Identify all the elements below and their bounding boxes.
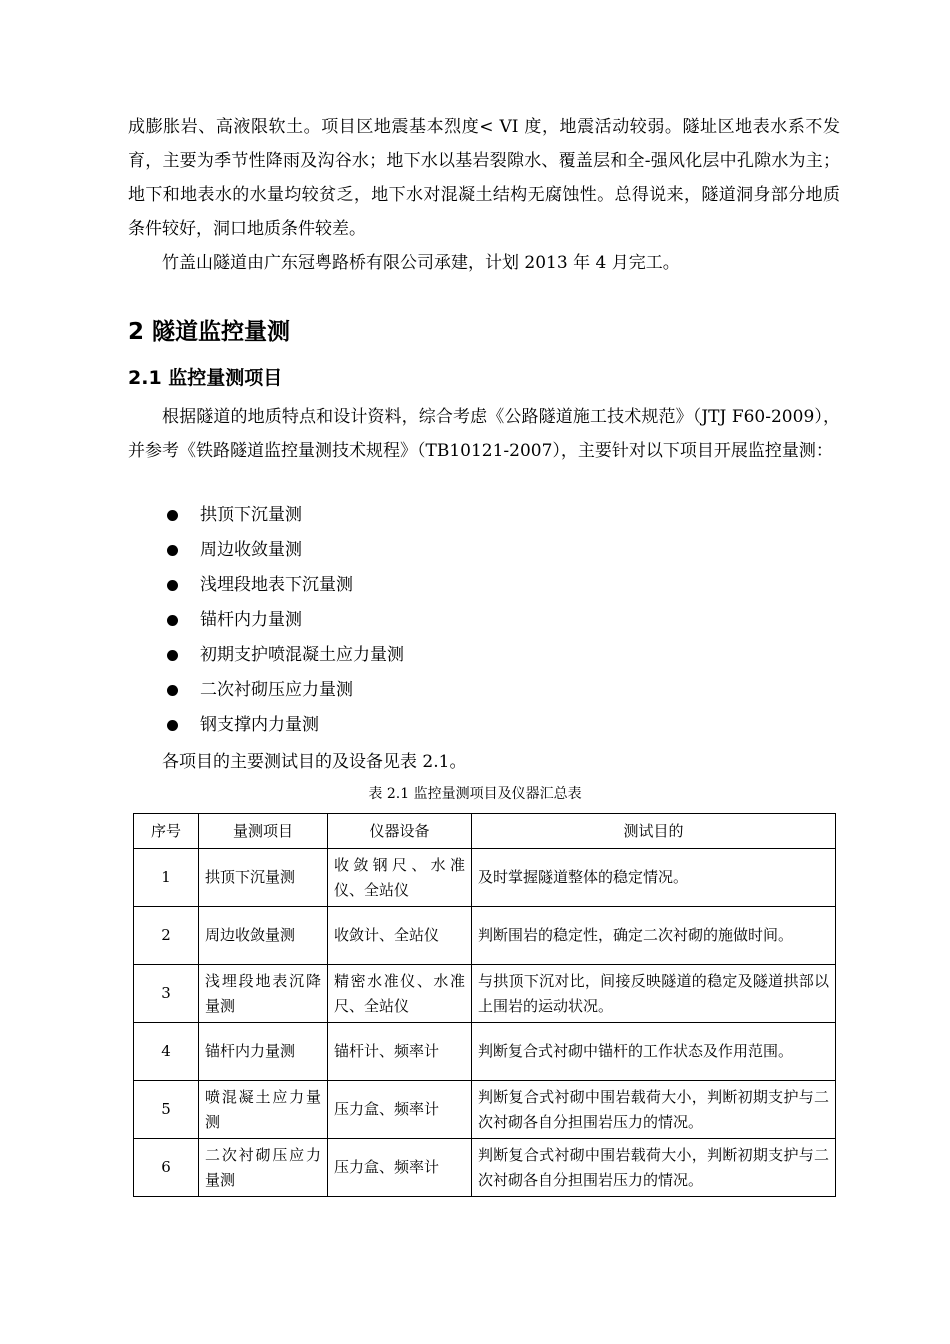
cell-instrument: 收敛钢尺、水准仪、全站仪 [328, 849, 472, 907]
table-row [134, 1023, 836, 1081]
paragraph-table-ref: 各项目的主要测试目的及设备见表 2.1。 [162, 752, 467, 772]
cell-item: 二次衬砌压应力量测 [199, 1139, 328, 1197]
list-item [128, 533, 828, 568]
cell-no: 6 [134, 1139, 199, 1197]
table-caption: 表 2.1 监控量测项目及仪器汇总表 [368, 786, 582, 802]
list-item [128, 603, 828, 638]
header-cell-no: 序号 [134, 814, 199, 849]
bullet-dot-icon [167, 650, 178, 661]
bullet-dot-icon [167, 580, 178, 591]
table-row [134, 907, 836, 965]
bullet-dot-icon [167, 685, 178, 696]
bullet-dot-icon [167, 510, 178, 521]
cell-no: 4 [134, 1023, 199, 1081]
cell-item: 周边收敛量测 [199, 907, 328, 965]
table-header-row [134, 814, 836, 849]
cell-instrument: 锚杆计、频率计 [328, 1023, 472, 1081]
cell-no: 5 [134, 1081, 199, 1139]
cell-no: 3 [134, 965, 199, 1023]
subsection-heading: 2.1 监控量测项目 [128, 367, 283, 389]
table-row [134, 849, 836, 907]
bullet-dot-icon [167, 720, 178, 731]
cell-instrument: 精密水准仪、水准尺、全站仪 [328, 965, 472, 1023]
cell-no: 2 [134, 907, 199, 965]
monitoring-table [133, 813, 836, 1197]
bullet-dot-icon [167, 615, 178, 626]
monitoring-items-list [128, 498, 828, 743]
paragraph-geology: 成膨胀岩、高液限软土。项目区地震基本烈度< VI 度，地震活动较弱。隧址区地表水系不发育，主要为季节性降雨及沟谷水；地下水以基岩裂隙水、覆盖层和全-强风化层中孔隙水为主；地下和地表水的水量均较贫乏，地下水对混凝土结构无腐蚀性。总得说来，隧道洞身部分地质条件较好，洞口地质条件较差。 [128, 117, 840, 239]
cell-instrument: 压力盒、频率计 [328, 1139, 472, 1197]
cell-no: 1 [134, 849, 199, 907]
cell-purpose: 与拱顶下沉对比，间接反映隧道的稳定及隧道拱部以上围岩的运动状况。 [472, 965, 836, 1023]
list-item [128, 708, 828, 743]
section-heading: 2 隧道监控量测 [128, 319, 291, 345]
list-item-text: 周边收敛量测 [200, 540, 302, 560]
list-item-text: 二次衬砌压应力量测 [200, 680, 353, 700]
header-cell-purpose: 测试目的 [472, 814, 836, 849]
list-item-text: 钢支撑内力量测 [200, 715, 319, 735]
cell-item: 浅埋段地表沉降量测 [199, 965, 328, 1023]
list-item-text: 浅埋段地表下沉量测 [200, 575, 353, 595]
list-item [128, 568, 828, 603]
cell-purpose: 及时掌握隧道整体的稳定情况。 [472, 849, 836, 907]
header-cell-instrument: 仪器设备 [328, 814, 472, 849]
cell-instrument: 压力盒、频率计 [328, 1081, 472, 1139]
list-item [128, 673, 828, 708]
list-item [128, 638, 828, 673]
cell-purpose: 判断复合式衬砌中围岩载荷大小，判断初期支护与二次衬砌各自分担围岩压力的情况。 [472, 1081, 836, 1139]
bullet-dot-icon [167, 545, 178, 556]
list-item-text: 锚杆内力量测 [200, 610, 302, 630]
cell-purpose: 判断复合式衬砌中围岩载荷大小，判断初期支护与二次衬砌各自分担围岩压力的情况。 [472, 1139, 836, 1197]
cell-purpose: 判断围岩的稳定性，确定二次衬砌的施做时间。 [472, 907, 836, 965]
table-row [134, 1139, 836, 1197]
paragraph-contractor: 竹盖山隧道由广东冠粤路桥有限公司承建，计划 2013 年 4 月完工。 [162, 253, 680, 273]
list-item-text: 初期支护喷混凝土应力量测 [200, 645, 404, 665]
cell-item: 拱顶下沉量测 [199, 849, 328, 907]
paragraph-intro: 根据隧道的地质特点和设计资料，综合考虑《公路隧道施工技术规范》（JTJ F60-2009），并参考《铁路隧道监控量测技术规程》（TB10121-2007），主要针对以下项目开展监控量测： [128, 407, 840, 461]
header-cell-item: 量测项目 [199, 814, 328, 849]
cell-instrument: 收敛计、全站仪 [328, 907, 472, 965]
cell-item: 锚杆内力量测 [199, 1023, 328, 1081]
table-row [134, 965, 836, 1023]
list-item [128, 498, 828, 533]
cell-purpose: 判断复合式衬砌中锚杆的工作状态及作用范围。 [472, 1023, 836, 1081]
list-item-text: 拱顶下沉量测 [200, 505, 302, 525]
cell-item: 喷混凝土应力量测 [199, 1081, 328, 1139]
table-row [134, 1081, 836, 1139]
